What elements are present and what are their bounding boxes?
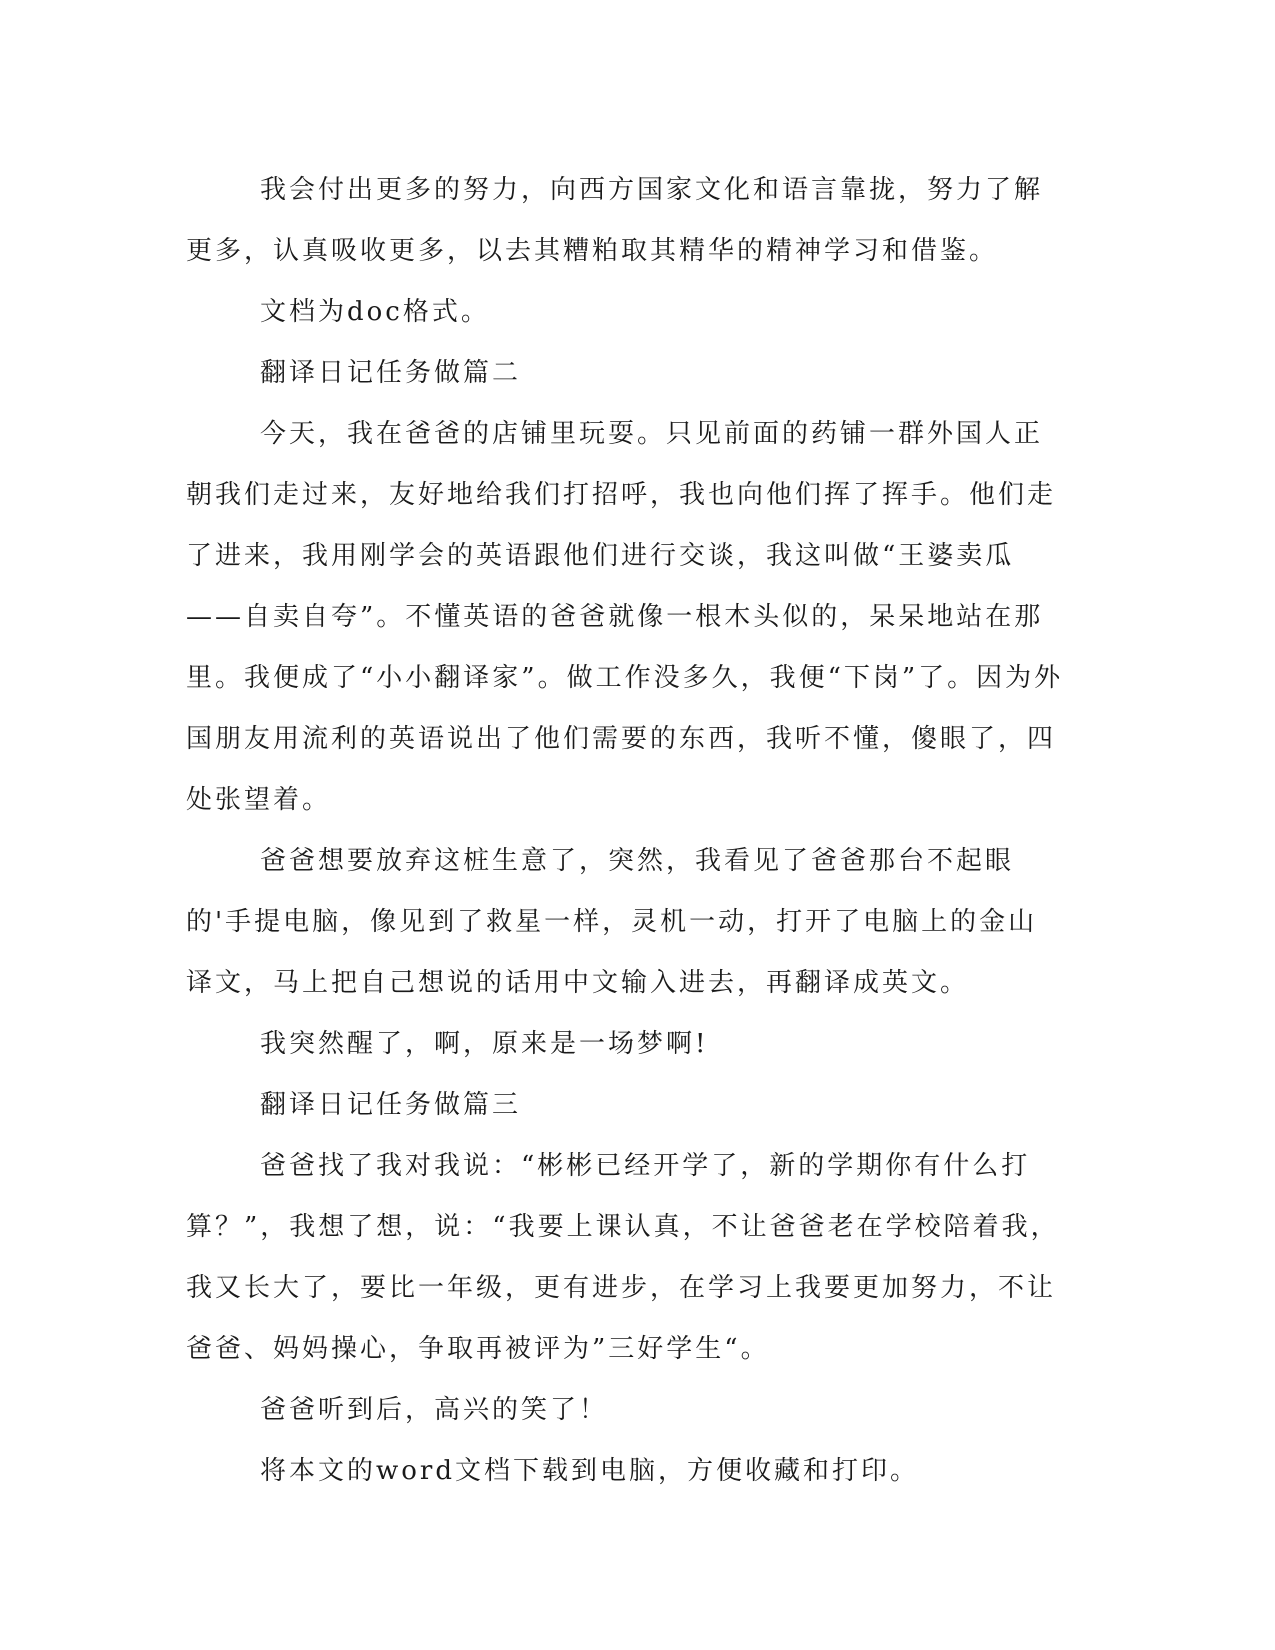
paragraph-doc-format-note: 文档为doc格式。 (260, 297, 490, 327)
paragraph-dad-laughs: 爸爸听到后，高兴的笑了！ (260, 1395, 609, 1425)
paragraph-dream-ending: 我突然醒了，啊，原来是一场梦啊! (260, 1029, 709, 1059)
paragraph-download-note: 将本文的word文档下载到电脑，方便收藏和打印。 (260, 1456, 919, 1486)
section-heading-part-two: 翻译日记任务做篇二 (260, 358, 522, 388)
paragraph-laptop-translation: 爸爸想要放弃这桩生意了，突然，我看见了爸爸那台不起眼的'手提电脑，像见到了救星一样，灵机一动，打开了电脑上的金山译文，马上把自己想说的话用中文输入进去，再翻译成英文。 (186, 846, 1038, 998)
section-heading-part-three: 翻译日记任务做篇三 (260, 1090, 522, 1120)
document-body (186, 160, 1066, 1502)
paragraph-intro-effort: 我会付出更多的努力，向西方国家文化和语言靠拢，努力了解更多，认真吸收更多，以去其糟粕取其精华的精神学习和借鉴。 (186, 175, 1044, 266)
paragraph-new-semester: 爸爸找了我对我说：“彬彬已经开学了，新的学期你有什么打算？”，我想了想，说：“我要上课认真，不让爸爸老在学校陪着我，我又长大了，要比一年级，更有进步，在学习上我要更加努力，不让爸爸、妈妈操心，争取再被评为”三好学生“。 (186, 1151, 1060, 1364)
paragraph-shop-story: 今天，我在爸爸的店铺里玩耍。只见前面的药铺一群外国人正朝我们走过来，友好地给我们打招呼，我也向他们挥了挥手。他们走了进来，我用刚学会的英语跟他们进行交谈，我这叫做“王婆卖瓜——自卖自夸”。不懂英语的爸爸就像一根木头似的，呆呆地站在那里。我便成了“小小翻译家”。做工作没多久，我便“下岗”了。因为外国朋友用流利的英语说出了他们需要的东西，我听不懂，傻眼了，四处张望着。 (186, 419, 1064, 815)
